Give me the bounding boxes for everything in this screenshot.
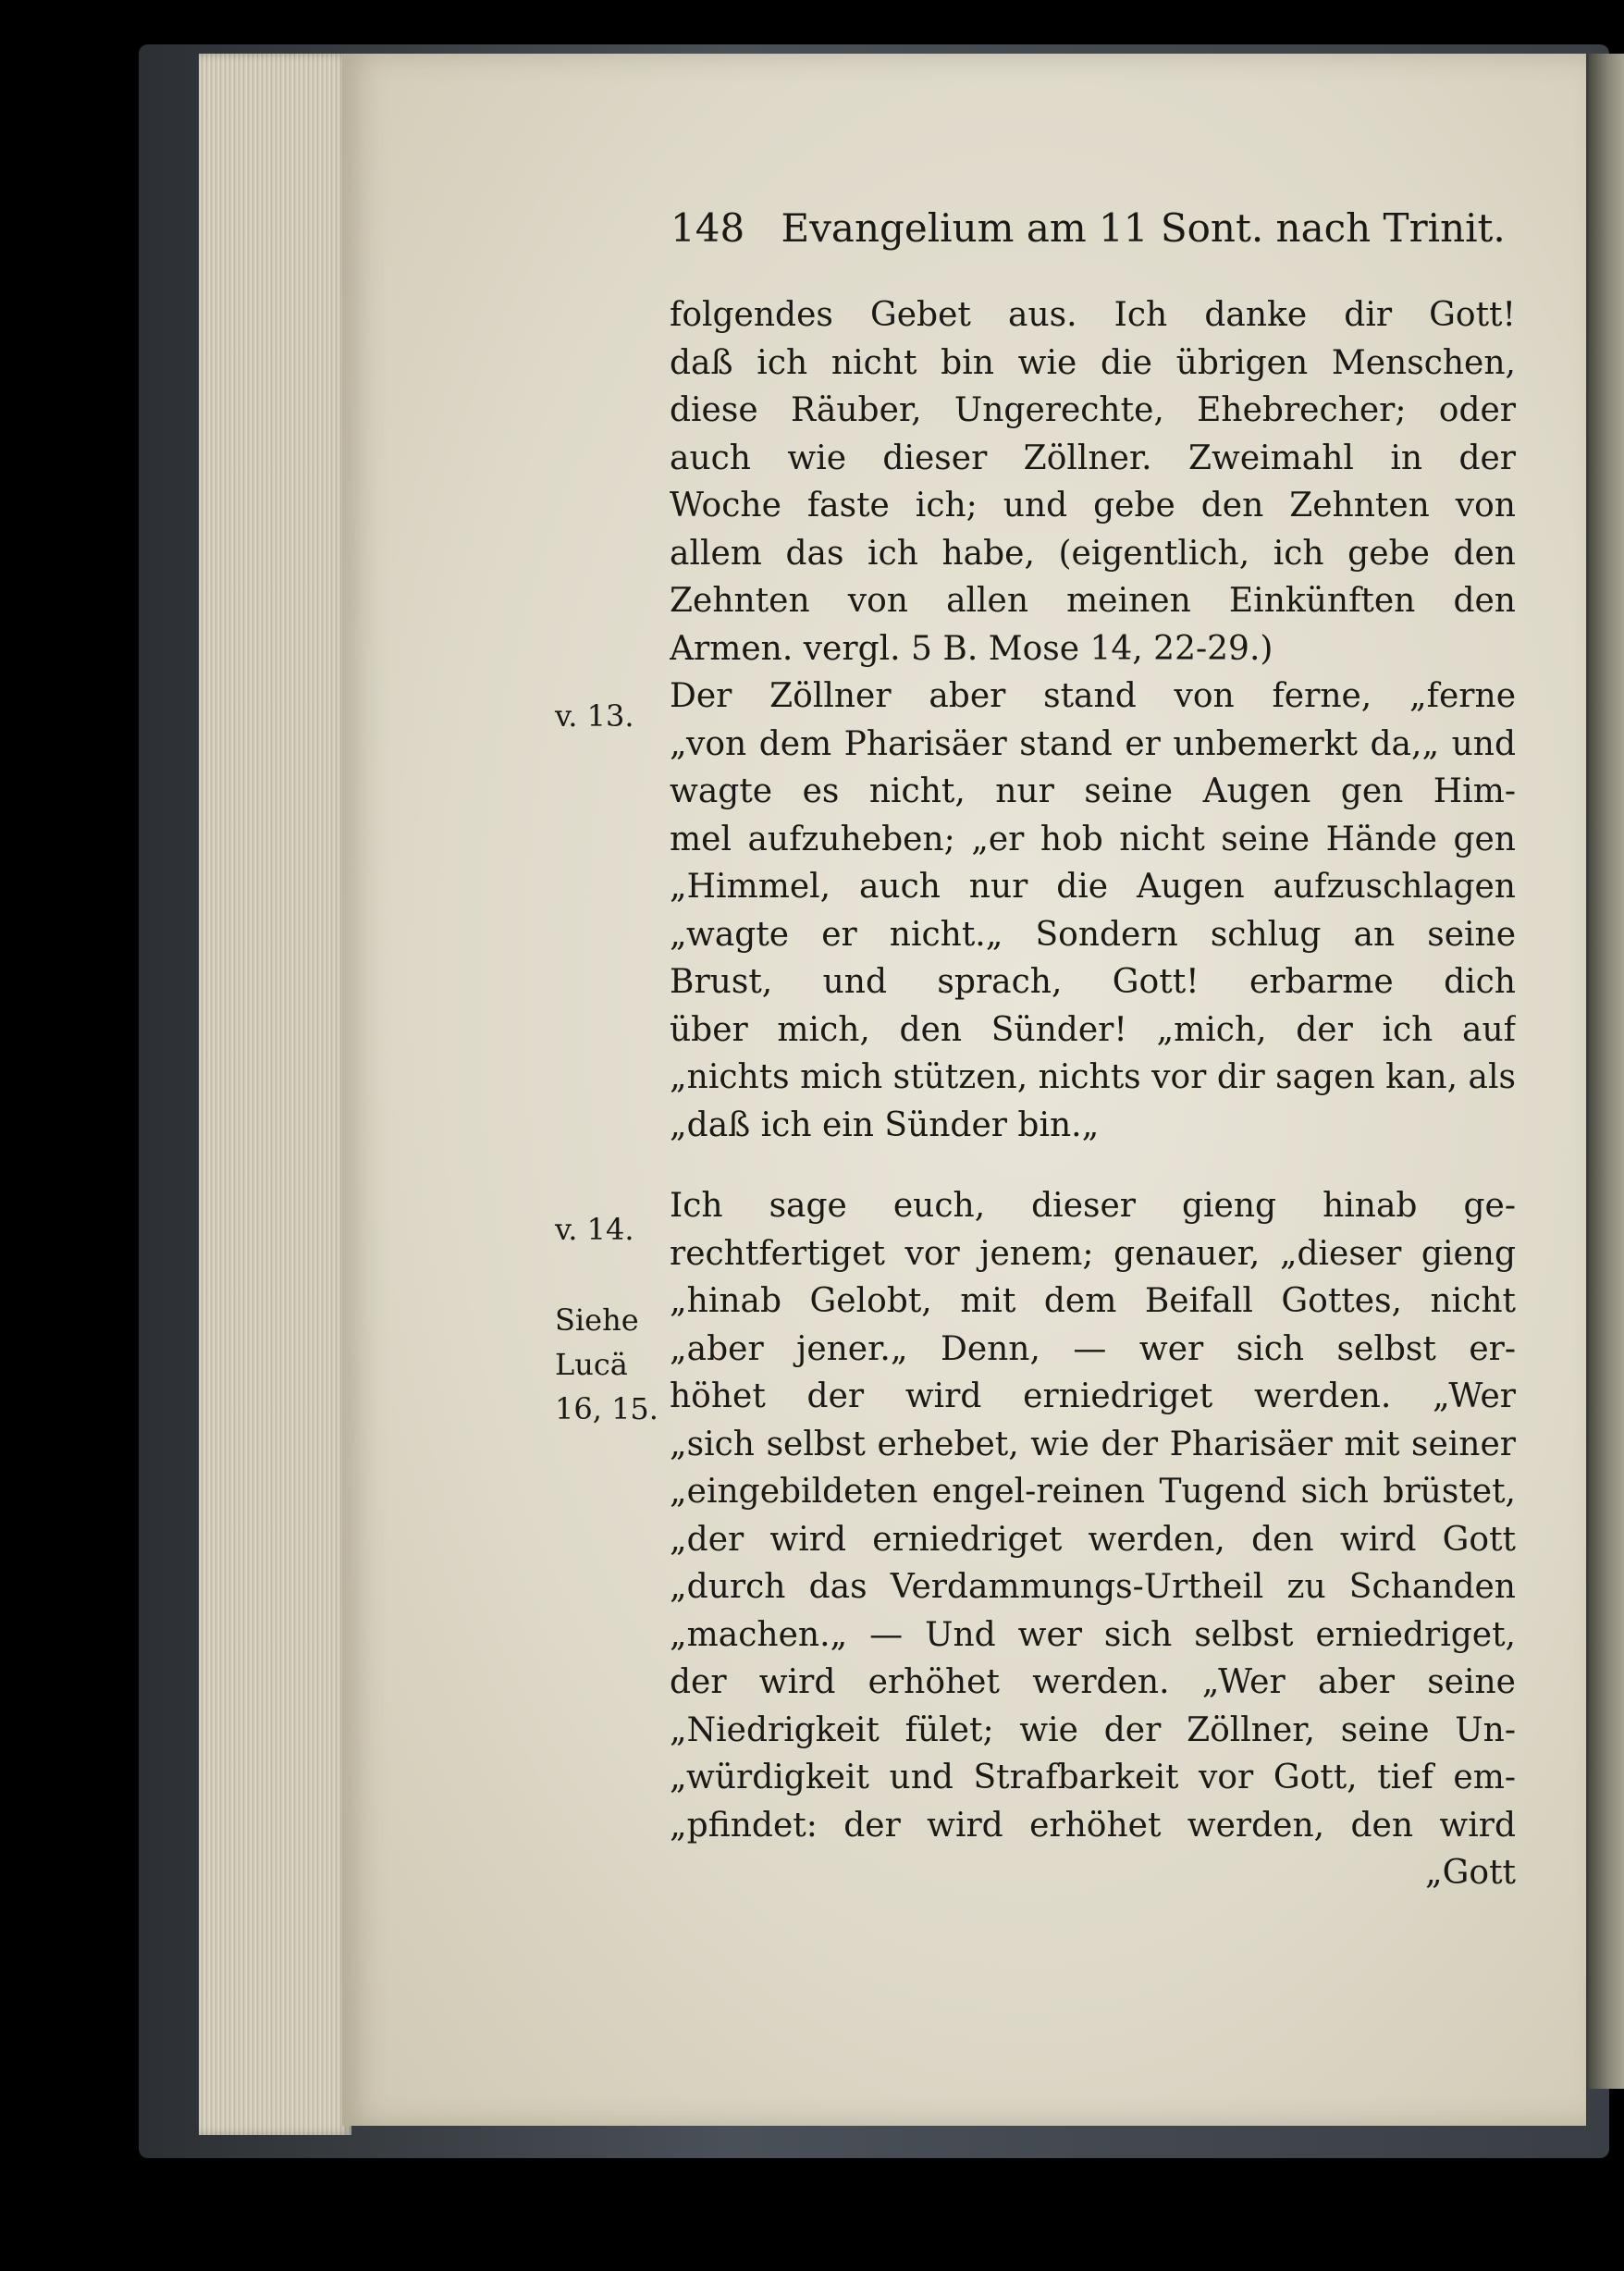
text-line: diese Räuber, Ungerechte, Ehebrecher; oder <box>670 391 1516 429</box>
text-line: Armen. vergl. 5 B. Mose 14, 22-29.) <box>670 629 1273 668</box>
text-line: wagte es nicht, nur seine Augen gen Him- <box>670 772 1516 810</box>
text-line: Ich sage euch, dieser gieng hinab ge- <box>670 1187 1516 1225</box>
text-line: Der Zöllner aber stand von ferne, „ferne <box>670 677 1516 715</box>
text-line: „hinab Gelobt, mit dem Beifall Gottes, nicht <box>670 1282 1516 1320</box>
margin-note-reference: 16, 15. <box>555 1391 658 1426</box>
page-number: 148 <box>671 205 745 251</box>
margin-note-reference: Lucä <box>555 1347 628 1382</box>
text-line: „wagte er nicht.„ Sondern schlug an seine <box>670 915 1516 954</box>
facing-page-edge <box>1589 54 1624 2089</box>
text-line: Zehnten von allen meinen Einkünften den <box>670 582 1516 620</box>
text-line: „eingebildeten engel-reinen Tugend sich brüstet, <box>670 1473 1516 1511</box>
text-line: „pfindet: der wird erhöhet werden, den wird <box>670 1806 1516 1845</box>
text-line: „nichts mich stützen, nichts vor dir sagen kan, als <box>670 1058 1516 1096</box>
page-edges <box>199 54 351 2135</box>
text-line: der wird erhöhet werden. „Wer aber seine <box>670 1663 1516 1701</box>
margin-note-verse-13: v. 13. <box>555 698 634 734</box>
text-line: „machen.„ — Und wer sich selbst erniedriget, <box>670 1615 1516 1654</box>
text-line: „würdigkeit und Strafbarkeit vor Gott, tief em- <box>670 1759 1516 1796</box>
paragraph-gap <box>670 1149 1516 1182</box>
body-text <box>670 291 1516 1897</box>
text-line: Brust, und sprach, Gott! erbarme dich <box>670 963 1516 1001</box>
text-line: mel aufzuheben; „er hob nicht seine Hände gen <box>670 820 1516 858</box>
text-line: „durch das Verdammungs-Urtheil zu Schanden <box>670 1568 1516 1606</box>
text-line: auch wie dieser Zöllner. Zweimahl in der <box>670 438 1516 477</box>
running-head <box>671 205 1521 251</box>
text-line: „sich selbst erhebet, wie der Pharisäer mit seiner <box>670 1425 1516 1463</box>
text-line: höhet der wird erniedriget werden. „Wer <box>670 1377 1516 1415</box>
margin-note-reference: Siehe <box>555 1302 639 1338</box>
running-title: Evangelium am 11 Sont. nach Trinit. <box>781 205 1506 251</box>
text-line: folgendes Gebet aus. Ich danke dir Gott! <box>670 296 1516 334</box>
text-line: daß ich nicht bin wie die übrigen Menschen, <box>670 343 1516 382</box>
text-line: über mich, den Sünder! „mich, der ich auf <box>670 1010 1516 1049</box>
text-line: „daß ich ein Sünder bin.„ <box>670 1105 1100 1144</box>
text-line: rechtfertiget vor jenem; genauer, „dieser gieng <box>670 1234 1516 1273</box>
text-line: „von dem Pharisäer stand er unbemerkt da,„ und <box>670 724 1516 763</box>
catchword: „Gott <box>1424 1854 1516 1892</box>
text-line: „Himmel, auch nur die Augen aufzuschlagen <box>670 868 1516 906</box>
text-line: „Niedrigkeit fület; wie der Zöllner, seine Un- <box>670 1710 1516 1749</box>
margin-note-verse-14: v. 14. <box>555 1212 634 1247</box>
text-line: allem das ich habe, (eigentlich, ich gebe den <box>670 534 1516 573</box>
text-line: Woche faste ich; und gebe den Zehnten von <box>670 487 1516 525</box>
text-line: „aber jener.„ Denn, — wer sich selbst er- <box>670 1329 1516 1368</box>
text-line: „der wird erniedriget werden, den wird Gott <box>670 1520 1516 1559</box>
